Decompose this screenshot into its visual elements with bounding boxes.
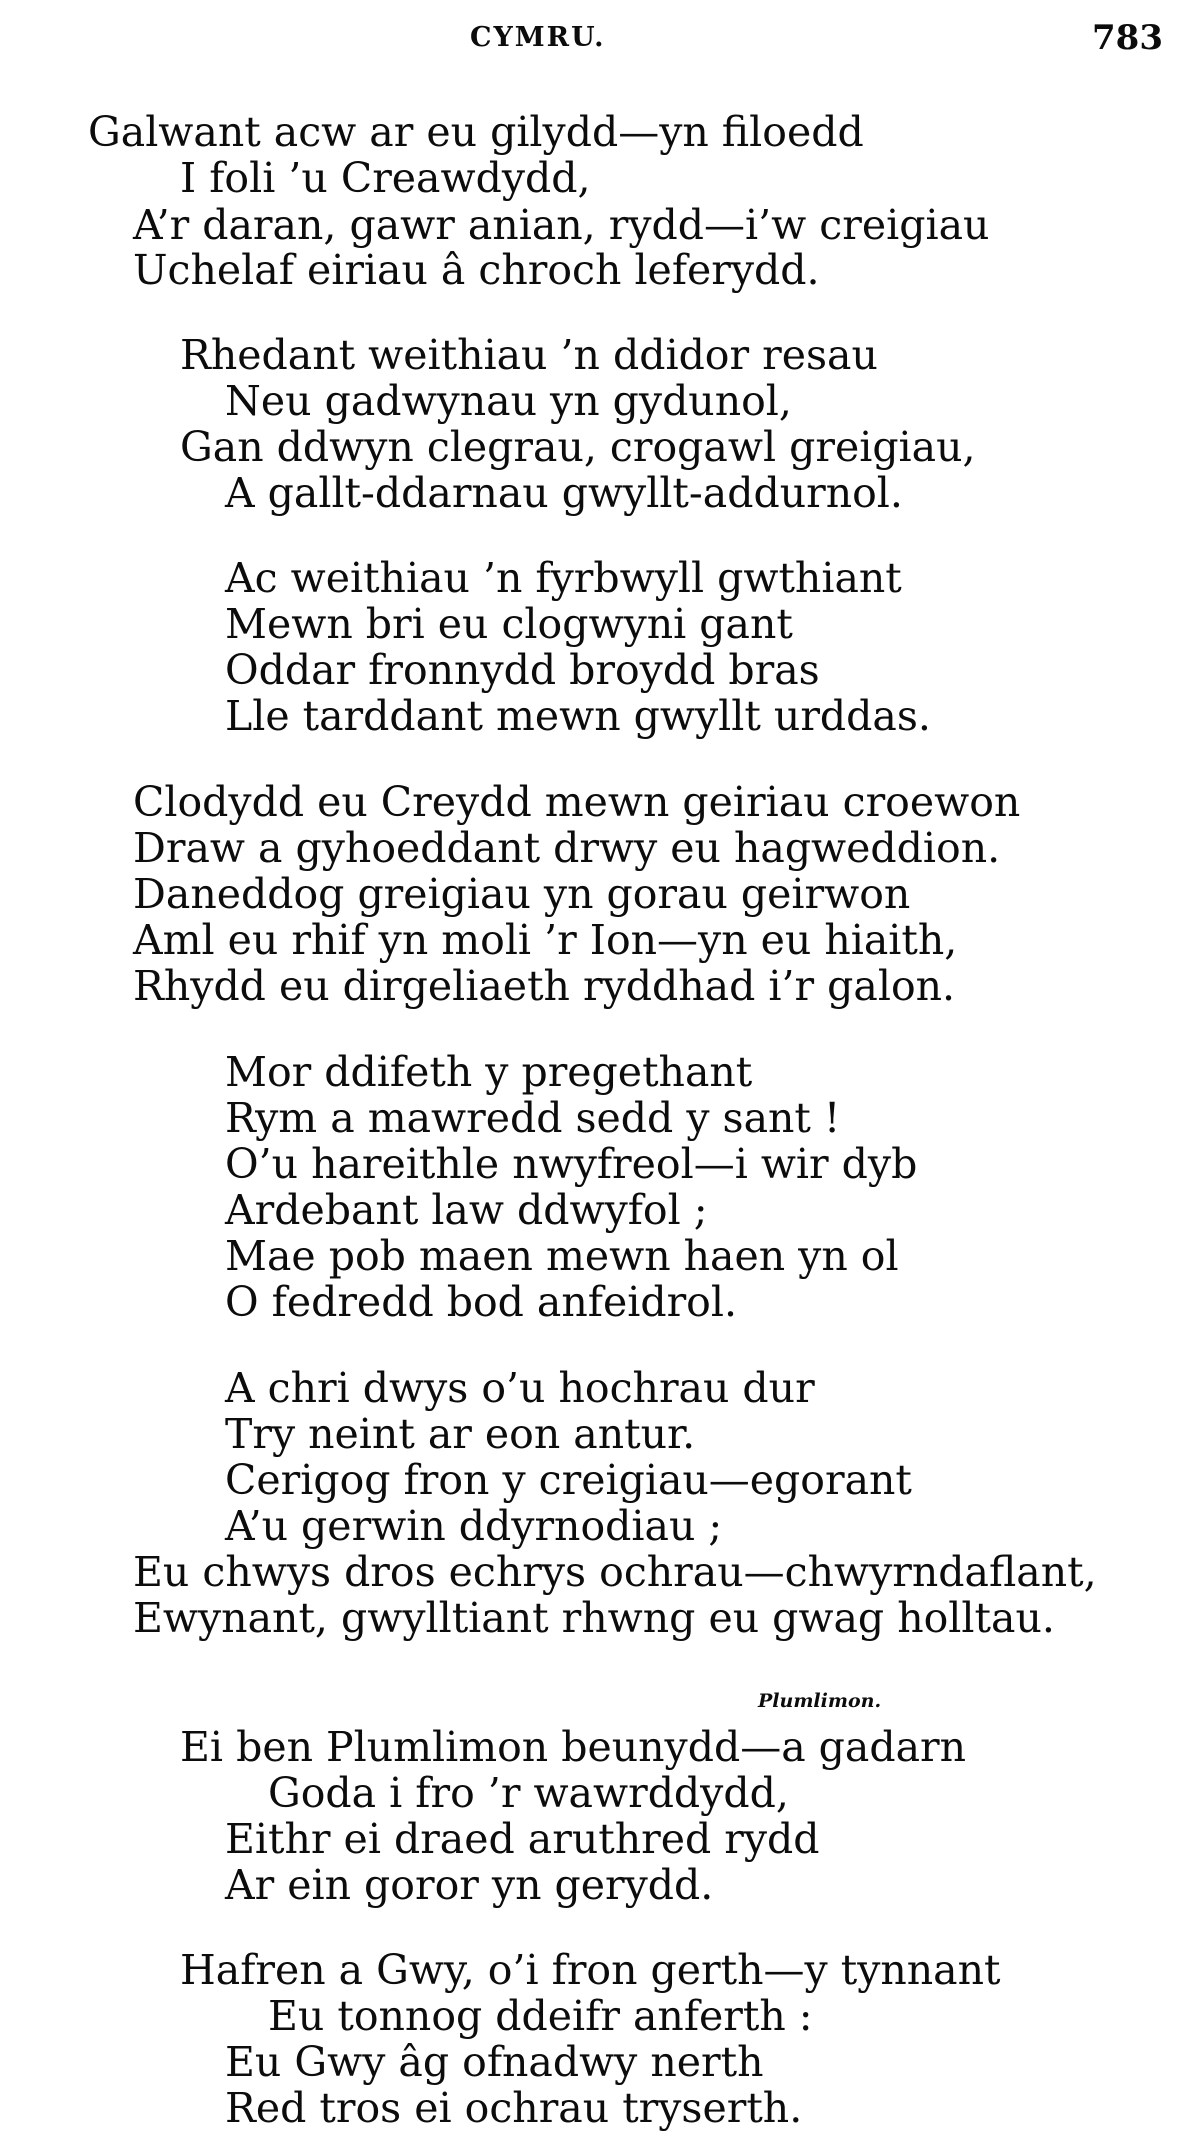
verse-line: O fedredd bod anfeidrol. xyxy=(225,1278,737,1326)
verse-line: Eu Gwy âg ofnadwy nerth xyxy=(225,2038,764,2086)
verse-line: Eu chwys dros echrys ochrau—chwyrndaflant, xyxy=(133,1548,1097,1596)
verse-line: Gan ddwyn clegrau, crogawl greigiau, xyxy=(180,423,976,471)
verse-line: Galwant acw ar eu gilydd—yn filoedd xyxy=(88,108,864,156)
verse-line: Mewn bri eu clogwyni gant xyxy=(225,600,793,648)
verse-line: Red tros ei ochrau tryserth. xyxy=(225,2084,803,2132)
verse-line: Ewynant, gwylltiant rhwng eu gwag holltau. xyxy=(133,1594,1055,1642)
verse-line: Draw a gyhoeddant drwy eu hagweddion. xyxy=(133,824,1001,872)
verse-line: Goda i fro ’r wawrddydd, xyxy=(268,1769,789,1817)
verse-line: Oddar fronnydd broydd bras xyxy=(225,646,820,694)
verse-line: Ei ben Plumlimon beunydd—a gadarn xyxy=(180,1723,967,1771)
verse-line: Clodydd eu Creydd mewn geiriau croewon xyxy=(133,778,1021,826)
verse-line: Uchelaf eiriau â chroch leferydd. xyxy=(133,246,820,294)
verse-line: Mae pob maen mewn haen yn ol xyxy=(225,1232,899,1280)
verse-line: Mor ddifeth y pregethant xyxy=(225,1048,753,1096)
section-label: Plumlimon. xyxy=(758,1690,882,1712)
running-title: CYMRU. xyxy=(470,22,606,53)
verse-line: Rym a mawredd sedd y sant ! xyxy=(225,1094,841,1142)
verse-line: A chri dwys o’u hochrau dur xyxy=(225,1364,815,1412)
verse-line: Aml eu rhif yn moli ’r Ion—yn eu hiaith, xyxy=(133,916,958,964)
verse-line: Lle tarddant mewn gwyllt urddas. xyxy=(225,692,931,740)
verse-line: Neu gadwynau yn gydunol, xyxy=(225,377,792,425)
verse-line: O’u hareithle nwyfreol—i wir dyb xyxy=(225,1140,918,1188)
verse-line: Eithr ei draed aruthred rydd xyxy=(225,1815,820,1863)
verse-line: Rhedant weithiau ’n ddidor resau xyxy=(180,331,878,379)
page-number: 783 xyxy=(1092,18,1163,58)
verse-line: Rhydd eu dirgeliaeth ryddhad i’r galon. xyxy=(133,962,956,1010)
verse-line: Eu tonnog ddeifr anferth : xyxy=(268,1992,813,2040)
verse-line: A’r daran, gawr anian, rydd—i’w creigiau xyxy=(133,201,990,249)
verse-line: Daneddog greigiau yn gorau geirwon xyxy=(133,870,911,918)
verse-line: A’u gerwin ddyrnodiau ; xyxy=(225,1502,723,1550)
verse-line: Cerigog fron y creigiau—egorant xyxy=(225,1456,912,1504)
verse-line: Ac weithiau ’n fyrbwyll gwthiant xyxy=(225,554,902,602)
verse-line: Ardebant law ddwyfol ; xyxy=(225,1186,708,1234)
verse-line: Ar ein goror yn gerydd. xyxy=(225,1861,714,1909)
verse-line: I foli ’u Creawdydd, xyxy=(180,154,591,202)
verse-line: A gallt-ddarnau gwyllt-addurnol. xyxy=(225,469,903,517)
verse-line: Hafren a Gwy, o’i fron gerth—y tynnant xyxy=(180,1946,1001,1994)
verse-line: Try neint ar eon antur. xyxy=(225,1410,696,1458)
